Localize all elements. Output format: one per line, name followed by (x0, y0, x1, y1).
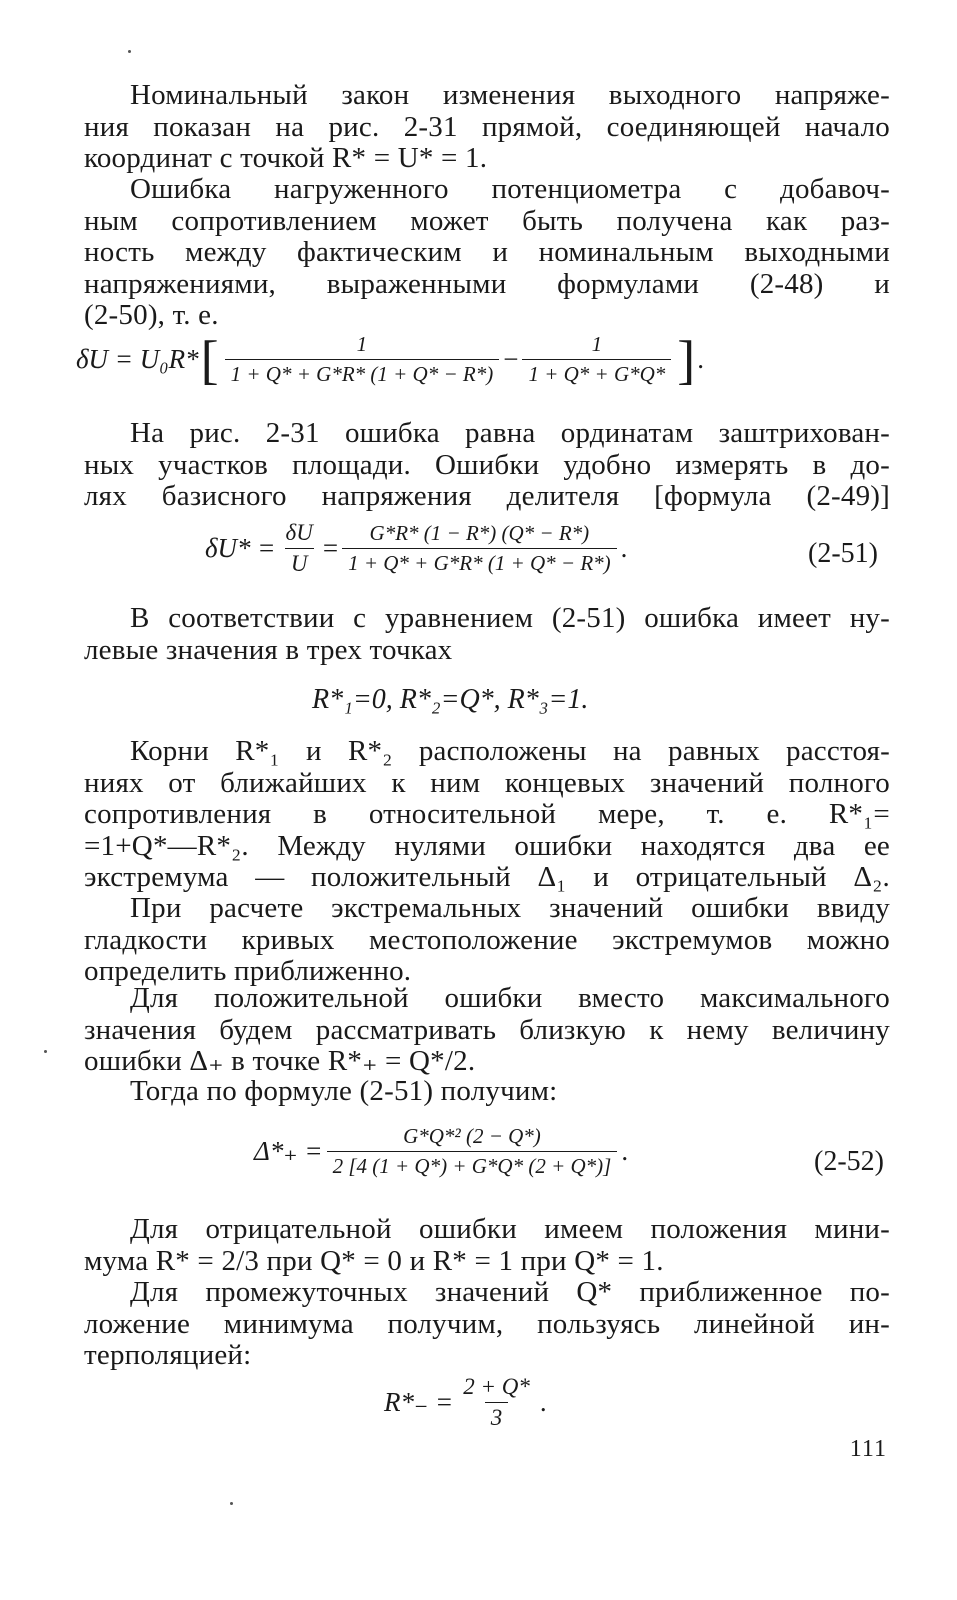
equation-number: (2-51) (808, 538, 878, 569)
numerator: 1 (591, 332, 603, 356)
page-number: 111 (849, 1436, 887, 1462)
scan-speck (44, 1050, 47, 1053)
denominator: 2 [4 (1 + Q*) + G*Q* (2 + Q*)] (327, 1151, 618, 1179)
denominator: U (285, 548, 314, 577)
denominator: 1 + Q* + G*R* (1 + Q* − R*) (225, 359, 500, 387)
equals-sign: = (322, 533, 339, 563)
fraction (522, 332, 671, 387)
bracket-close: ] (677, 329, 696, 390)
denominator: 1 + Q* + G*Q* (522, 359, 671, 387)
text-line: (2-50), т. е. (84, 299, 219, 331)
numerator: δU (285, 520, 313, 545)
paragraph-extremum-calc (84, 893, 890, 988)
text-line: координат с точкой R* = U* = 1. (84, 142, 488, 174)
paragraph-nominal-law (84, 80, 890, 175)
formula-2-52 (254, 1124, 628, 1179)
paragraph-zero-values (84, 603, 890, 666)
denominator: 1 + Q* + G*R* (1 + Q* − R*) (342, 548, 617, 576)
numerator: 2 + Q* (463, 1374, 530, 1399)
text-line: значения будем рассматривать близкую к нему величину (84, 1013, 890, 1046)
paragraph-error-ordinates (84, 418, 890, 513)
denominator: 3 (485, 1402, 509, 1431)
text-line: ложение минимума получим, пользуясь линейной ин- (84, 1307, 890, 1340)
text-line: =1+Q*—R*₂. Между нулями ошибки находятся два ее (84, 829, 890, 862)
formula-lhs: Δ*₊ = (254, 1136, 323, 1166)
text-line: напряжениями, выраженными формулами (2-48) и (84, 267, 890, 300)
formula-2-51 (205, 520, 627, 577)
text-line: лях базисного напряжения делителя [формула (2-49)] (84, 480, 890, 512)
paragraph-positive-error (84, 983, 890, 1078)
formula-lhs: δU* = (205, 533, 276, 563)
fraction (327, 1124, 618, 1179)
fraction (280, 520, 319, 577)
text-line: Для отрицательной ошибки имеем положения мини- (130, 1213, 890, 1245)
numerator: G*R* (1 − R*) (Q* − R*) (369, 521, 590, 545)
bracket-open: [ (200, 329, 219, 390)
numerator: 1 (356, 332, 368, 356)
text-line: ния показан на рис. 2-31 прямой, соединяющей начало (84, 110, 890, 143)
text-line: ниях от ближайших к ним концевых значений полного (84, 766, 890, 799)
text-line: ность между фактическим и номинальным выходными (84, 236, 890, 268)
formula-delta-u (76, 329, 705, 390)
text-line: ошибки Δ₊ в точке R*₊ = Q*/2. (84, 1045, 476, 1077)
fraction (457, 1374, 536, 1431)
text-line: Номинальный закон изменения выходного напряже- (130, 79, 890, 111)
text-line: Ошибка нагруженного потенциометра с добавоч- (130, 173, 890, 205)
formula-end: . (620, 533, 628, 563)
text-line: левые значения в трех точках (84, 633, 453, 666)
paragraph-negative-error (84, 1214, 890, 1277)
text-line: В соответствии с уравнением (2-51) ошибка имеет ну- (130, 602, 890, 634)
scan-speck (128, 50, 131, 53)
text-line: ных участков площади. Ошибки удобно измерять в до- (84, 448, 890, 481)
text-line: экстремума — положительный Δ₁ и отрицательный Δ₂. (84, 861, 890, 893)
paragraph-error-definition (84, 174, 890, 332)
text-line: терполяцией: (84, 1339, 252, 1371)
formula-lhs: δU = U₀R* (76, 344, 199, 374)
formula-end: . (621, 1136, 629, 1166)
text-line: ным сопротивлением может быть получена как раз- (84, 204, 890, 237)
text-line: мума R* = 2/3 при Q* = 0 и R* = 1 при Q* = 1. (84, 1244, 664, 1277)
paragraph-roots (84, 736, 890, 894)
text-line: сопротивления в относительной мере, т. е. R*₁= (84, 798, 890, 830)
formula-lhs: R*₋ = (384, 1387, 454, 1417)
formula-end: . (539, 1387, 547, 1417)
text-line: На рис. 2-31 ошибка равна ординатам заштрихован- (130, 417, 890, 449)
scan-speck (230, 1502, 233, 1505)
text-line: Для положительной ошибки вместо максимального (130, 982, 890, 1014)
formula-r-minus (384, 1374, 547, 1431)
text-line: определить приближенно. (84, 955, 412, 987)
text-line: Тогда по формуле (2-51) получим: (130, 1075, 558, 1107)
text-line: При расчете экстремальных значений ошибки ввиду (130, 892, 890, 924)
fraction (342, 521, 617, 576)
formula-end: . (697, 344, 705, 374)
paragraph-interpolation (84, 1277, 890, 1372)
equation-number: (2-52) (814, 1146, 884, 1177)
fraction (225, 332, 500, 387)
formula-roots: R*₁=0, R*₂=Q*, R*₃=1. (312, 684, 589, 715)
minus-sign: − (503, 344, 519, 374)
text-line: гладкости кривых местоположение экстремумов можно (84, 923, 890, 956)
text-line: Для промежуточных значений Q* приближенное по- (130, 1276, 890, 1308)
paragraph-then (84, 1076, 890, 1108)
numerator: G*Q*² (2 − Q*) (403, 1124, 541, 1148)
text-line: Корни R*₁ и R*₂ расположены на равных расстоя- (130, 735, 890, 767)
